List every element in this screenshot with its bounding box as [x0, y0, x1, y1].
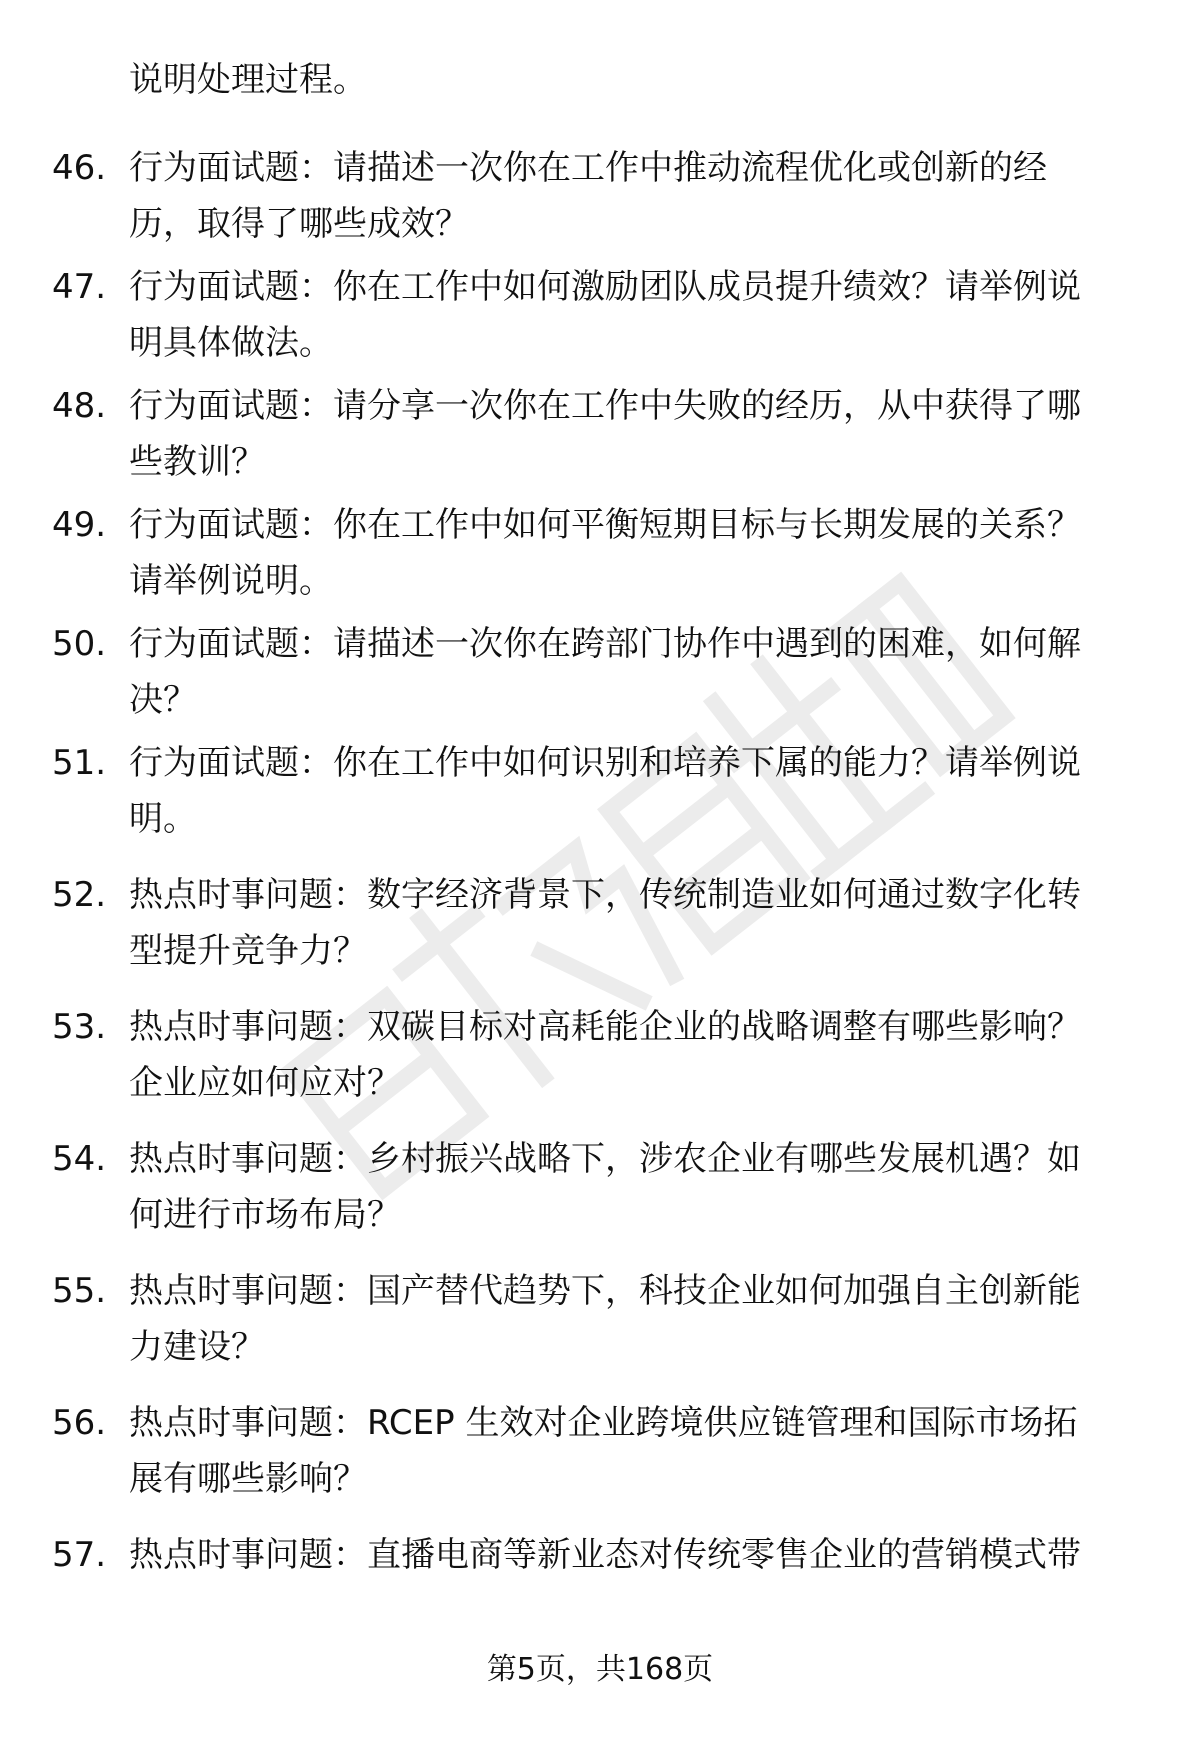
item-line: 热点时事问题：数字经济背景下，传统制造业如何通过数字化转: [129, 875, 1081, 915]
item-line: 行为面试题：你在工作中如何平衡短期目标与长期发展的关系？: [129, 505, 1081, 545]
item-text: [129, 140, 1149, 252]
item-line: 型提升竞争力？: [129, 931, 367, 971]
item-line: 历，取得了哪些成效？: [129, 204, 469, 244]
item-text: [129, 497, 1149, 609]
item-number: 52.: [52, 875, 107, 915]
item-line: 热点时事问题：RCEP 生效对企业跨境供应链管理和国际市场拓: [129, 1403, 1078, 1443]
item-line: 展有哪些影响？: [129, 1459, 367, 1499]
item-number: 46.: [52, 148, 107, 188]
page-footer: 第5页，共168页: [486, 1652, 714, 1687]
item-line: 热点时事问题：双碳目标对高耗能企业的战略调整有哪些影响？: [129, 1007, 1081, 1047]
item-number: 51.: [52, 743, 107, 783]
item-line: 行为面试题：你在工作中如何激励团队成员提升绩效？请举例说: [129, 267, 1081, 307]
item-text: [129, 616, 1149, 728]
item-number: 55.: [52, 1271, 107, 1311]
item-text: [129, 1527, 1149, 1583]
item-number: 47.: [52, 267, 107, 307]
item-line: 热点时事问题：直播电商等新业态对传统零售企业的营销模式带: [129, 1535, 1081, 1575]
item-text: [129, 999, 1149, 1111]
continuation-text: 说明处理过程。: [129, 60, 367, 100]
item-text: [129, 867, 1149, 979]
item-number: 49.: [52, 505, 107, 545]
item-text: [129, 1131, 1149, 1243]
item-number: 53.: [52, 1007, 107, 1047]
item-line: 企业应如何应对？: [129, 1063, 401, 1103]
item-text: [129, 378, 1149, 490]
item-line: 行为面试题：请描述一次你在工作中推动流程优化或创新的经: [129, 148, 1047, 188]
item-line: 明具体做法。: [129, 323, 333, 363]
item-number: 54.: [52, 1139, 107, 1179]
item-line: 何进行市场布局？: [129, 1195, 401, 1235]
item-line: 热点时事问题：乡村振兴战略下，涉农企业有哪些发展机遇？如: [129, 1139, 1081, 1179]
item-text: [129, 735, 1149, 847]
item-line: 行为面试题：请描述一次你在跨部门协作中遇到的困难，如何解: [129, 624, 1081, 664]
item-number: 48.: [52, 386, 107, 426]
item-line: 些教训？: [129, 442, 265, 482]
item-line: 请举例说明。: [129, 561, 333, 601]
item-number: 50.: [52, 624, 107, 664]
item-text: [129, 1263, 1149, 1375]
item-text: [129, 1395, 1149, 1507]
item-line: 力建设？: [129, 1327, 265, 1367]
item-line: 明。: [129, 799, 197, 839]
item-line: 决？: [129, 680, 197, 720]
item-line: 行为面试题：请分享一次你在工作中失败的经历，从中获得了哪: [129, 386, 1081, 426]
item-number: 56.: [52, 1403, 107, 1443]
item-number: 57.: [52, 1535, 107, 1575]
item-line: 热点时事问题：国产替代趋势下，科技企业如何加强自主创新能: [129, 1271, 1081, 1311]
item-line: 行为面试题：你在工作中如何识别和培养下属的能力？请举例说: [129, 743, 1081, 783]
item-text: [129, 259, 1149, 371]
